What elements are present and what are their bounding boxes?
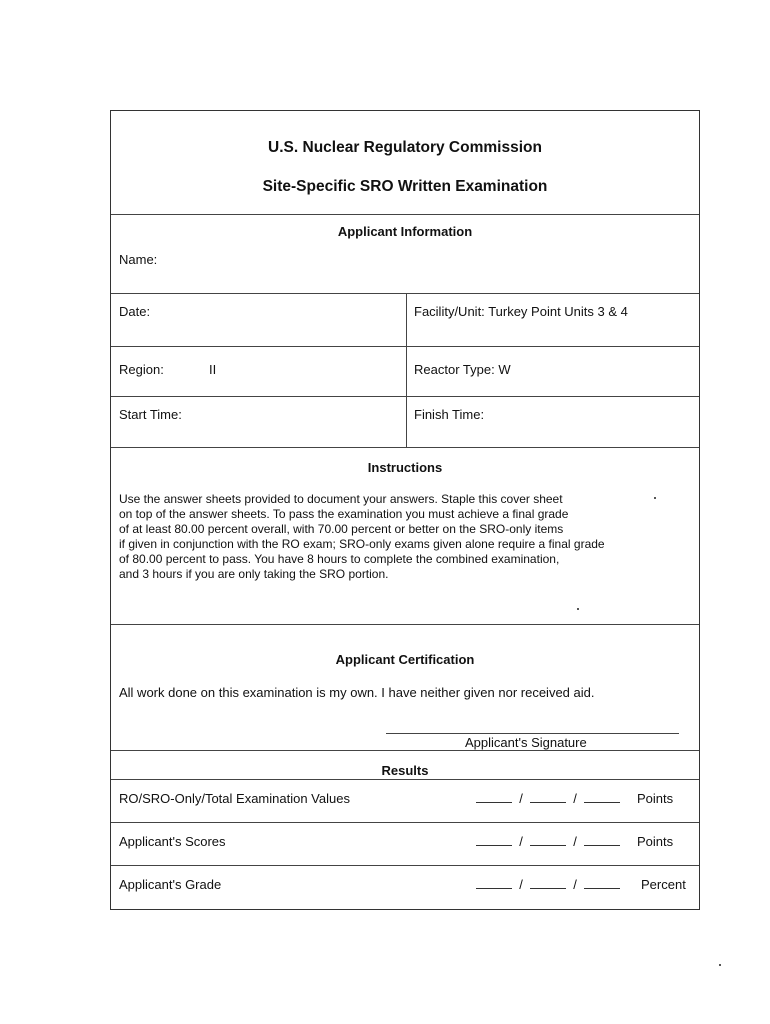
divider [111, 346, 699, 347]
column-divider [406, 293, 407, 447]
results-row-unit: Points [637, 834, 674, 849]
results-heading: Results [381, 763, 429, 778]
sro-blank[interactable] [530, 877, 566, 889]
facility-label: Facility/Unit: [414, 304, 485, 319]
results-row-unit: Percent [641, 877, 686, 892]
results-row-unit: Points [637, 791, 674, 806]
certification-statement: All work done on this examination is my own. I have neither given nor received aid. [119, 685, 595, 700]
scan-speck [719, 964, 721, 966]
exam-title: Site-Specific SRO Written Examination [262, 178, 548, 195]
facility-field [414, 304, 628, 319]
separator: / [519, 834, 523, 849]
scan-speck [654, 497, 656, 499]
total-blank[interactable] [584, 877, 620, 889]
results-row-fields [476, 877, 620, 892]
start-time-label: Start Time: [119, 407, 182, 422]
instructions-line: if given in conjunction with the RO exam; SRO-only exams given alone require a final grade [119, 537, 605, 551]
ro-blank[interactable] [476, 791, 512, 803]
instructions-line: of at least 80.00 percent overall, with 70.00 percent or better on the SRO-only items [119, 522, 564, 536]
instructions-line: of 80.00 percent to pass. You have 8 hours to complete the combined examination, [119, 552, 560, 566]
separator: / [519, 791, 523, 806]
divider [111, 750, 699, 751]
exam-cover-sheet [110, 110, 700, 910]
divider [111, 822, 699, 823]
facility-value: Turkey Point Units 3 & 4 [488, 304, 628, 319]
divider [111, 214, 699, 215]
results-row-label: RO/SRO-Only/Total Examination Values [119, 791, 350, 806]
ro-blank[interactable] [476, 877, 512, 889]
applicant-information-heading: Applicant Information [337, 224, 473, 239]
finish-time-label: Finish Time: [414, 407, 485, 422]
sro-blank[interactable] [530, 834, 566, 846]
date-label: Date: [119, 304, 151, 319]
instructions-line: and 3 hours if you are only taking the SRO portion. [119, 567, 389, 581]
sro-blank[interactable] [530, 791, 566, 803]
instructions-line: Use the answer sheets provided to document your answers. Staple this cover sheet [119, 492, 563, 506]
signature-line[interactable] [386, 733, 679, 734]
reactor-type-label: Reactor Type: [414, 362, 495, 377]
results-row-fields [476, 791, 620, 806]
agency-title: U.S. Nuclear Regulatory Commission [268, 139, 542, 156]
divider [111, 779, 699, 780]
divider [111, 624, 699, 625]
divider [111, 293, 699, 294]
reactor-type-value: W [498, 362, 511, 377]
divider [111, 447, 699, 448]
divider [111, 396, 699, 397]
signature-label: Applicant's Signature [465, 735, 587, 750]
separator: / [519, 877, 523, 892]
region-label: Region: [119, 362, 164, 377]
scan-speck [577, 608, 579, 610]
results-row-fields [476, 834, 620, 849]
total-blank[interactable] [584, 791, 620, 803]
separator: / [573, 834, 577, 849]
name-label: Name: [119, 252, 158, 267]
certification-heading: Applicant Certification [335, 652, 475, 667]
instructions-heading: Instructions [367, 460, 443, 475]
reactor-type-field [414, 362, 511, 377]
total-blank[interactable] [584, 834, 620, 846]
instructions-line: on top of the answer sheets. To pass the examination you must achieve a final grade [119, 507, 569, 521]
results-row-label: Applicant's Scores [119, 834, 226, 849]
separator: / [573, 877, 577, 892]
region-value: II [209, 362, 217, 377]
divider [111, 865, 699, 866]
results-row-label: Applicant's Grade [119, 877, 222, 892]
separator: / [573, 791, 577, 806]
ro-blank[interactable] [476, 834, 512, 846]
instructions-text [119, 492, 679, 582]
